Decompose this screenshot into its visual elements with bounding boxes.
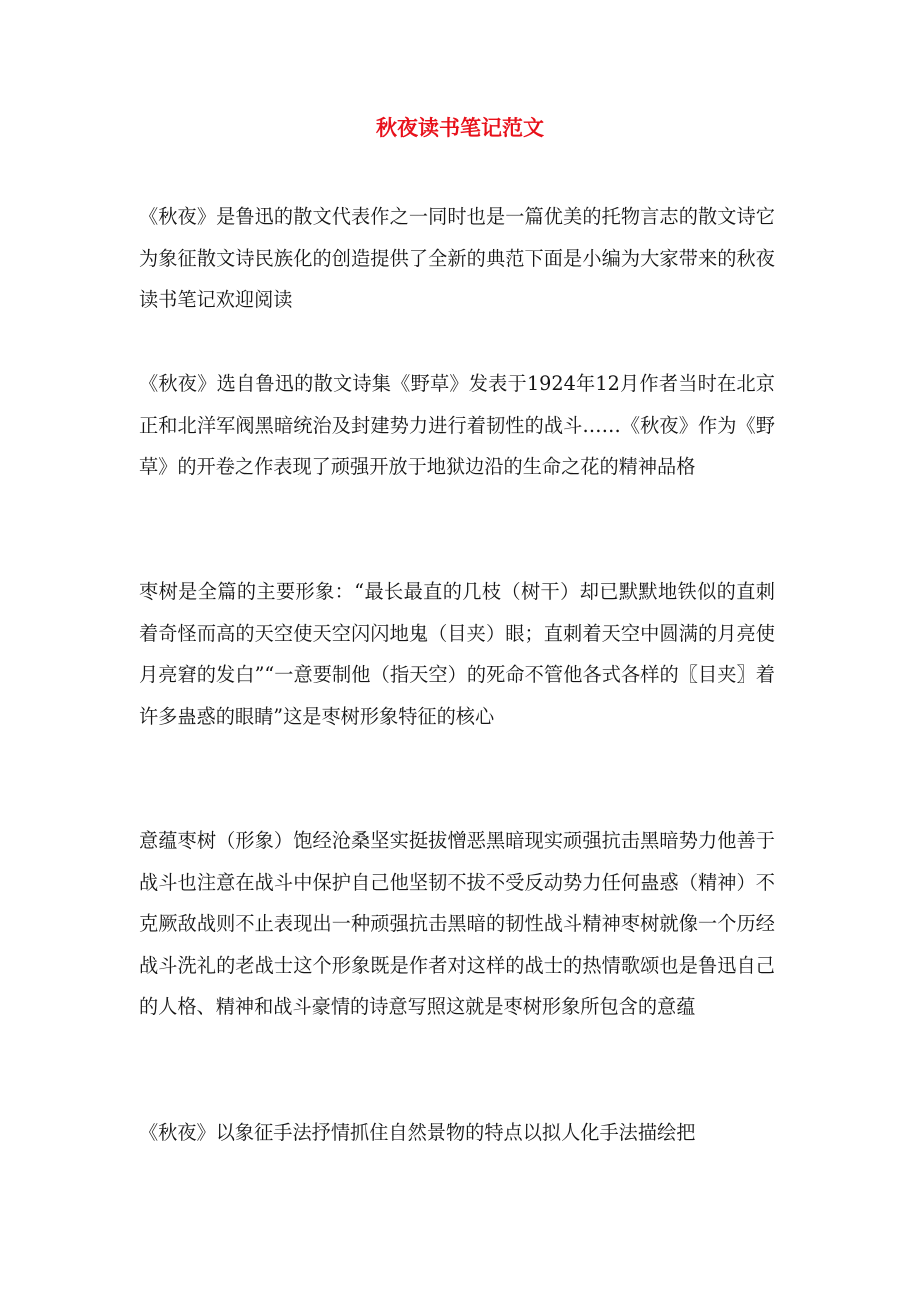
paragraph-jujube-meaning: 意蕴枣树（形象）饱经沧桑坚实挺拔憎恶黑暗现实顽强抗击黑暗势力他善于战斗也注意在战斗中保护自己他坚韧不拔不受反动势力任何蛊惑（精神）不克厥敌战则不止表现出一种顽强抗击黑暗的韧性战斗精神枣树就像一个历经战斗洗礼的老战士这个形象既是作者对这样的战士的热情歌颂也是鲁迅自己的人格、精神和战斗豪情的诗意写照这就是枣树形象所包含的意蕴 (139, 829, 775, 1018)
document-title: 秋夜读书笔记范文 (376, 115, 544, 140)
paragraph-symbolism: 《秋夜》以象征手法抒情抓住自然景物的特点以拟人化手法描绘把 (139, 1121, 696, 1144)
paragraph-intro: 《秋夜》是鲁迅的散文代表作之一同时也是一篇优美的托物言志的散文诗它为象征散文诗民族化的创造提供了全新的典范下面是小编为大家带来的秋夜读书笔记欢迎阅读 (139, 205, 775, 311)
paragraph-background: 《秋夜》选自鲁迅的散文诗集《野草》发表于1924年12月作者当时在北京正和北洋军阀黑暗统治及封建势力进行着韧性的战斗……《秋夜》作为《野草》的开卷之作表现了顽强开放于地狱边沿的生命之花的精神品格 (139, 372, 775, 478)
paragraph-jujube-image: 枣树是全篇的主要形象：“最长最直的几枝（树干）却已默默地铁似的直刺着奇怪而高的天空使天空闪闪地鬼（目夹）眼；直刺着天空中圆满的月亮使月亮窘的发白”“一意要制他（指天空）的死命不管他各式各样的〖目夹〗着许多蛊惑的眼睛”这是枣树形象特征的核心 (139, 580, 775, 728)
